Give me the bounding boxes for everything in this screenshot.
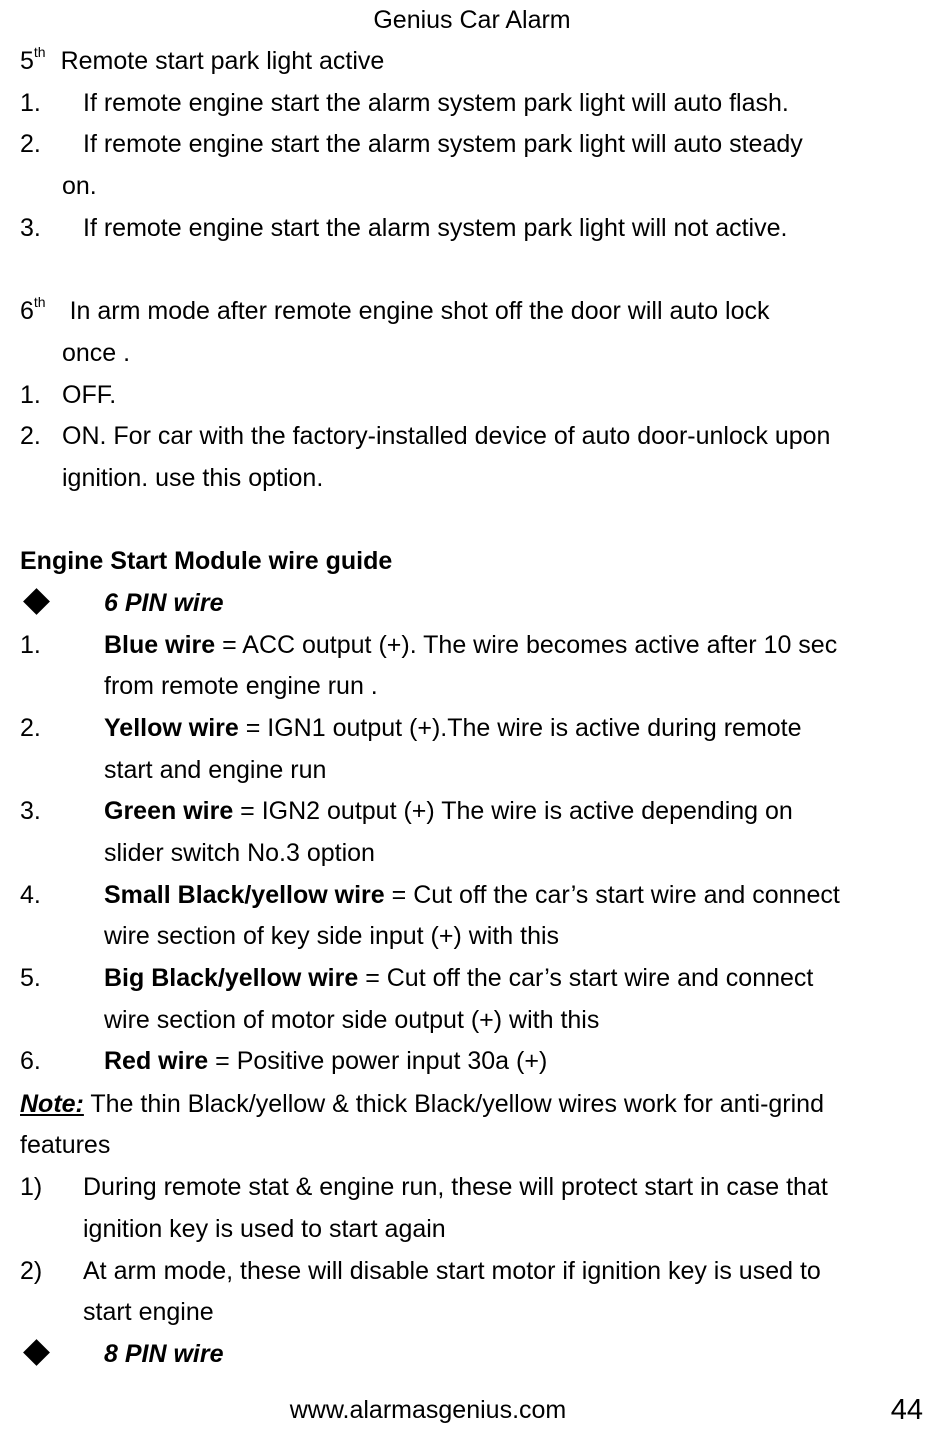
- note-text-cont: features: [20, 1131, 111, 1159]
- section-6-title: [20, 291, 770, 333]
- section-5-title: [20, 41, 384, 83]
- note-item-text-cont: ignition key is used to start again: [83, 1215, 446, 1243]
- note-item-text-cont: start engine: [83, 1298, 214, 1326]
- wire-name: Yellow wire: [104, 714, 239, 742]
- note-text: The thin Black/yellow & thick Black/yellow wires work for anti-grind: [83, 1090, 824, 1118]
- wire-item: [104, 1041, 547, 1083]
- wire-name: Small Black/yellow wire: [104, 881, 385, 909]
- note-item-text: During remote stat & engine run, these will protect start in case that: [83, 1173, 828, 1201]
- section-6-item-text: ON. For car with the factory-installed device of auto door-unlock upon: [62, 422, 831, 450]
- section-5-item-num: 3.: [20, 214, 41, 242]
- wire-desc: = IGN1 output (+).The wire is active during remote: [238, 714, 802, 742]
- wire-item: [104, 708, 802, 750]
- wire-item-num: 2.: [20, 714, 41, 742]
- section-5-title-text: Remote start park light active: [60, 47, 385, 75]
- section-6-ordinal-suffix: th: [33, 293, 46, 310]
- section-6-title-cont: once .: [62, 339, 131, 367]
- guide-heading: Engine Start Module wire guide: [20, 547, 393, 575]
- note-item-num: 1): [20, 1173, 43, 1201]
- wire-name: Green wire: [104, 797, 234, 825]
- wire-item: [104, 625, 837, 667]
- eight-pin-label: 8 PIN wire: [104, 1340, 224, 1368]
- section-5-ordinal-suffix: th: [33, 43, 46, 60]
- footer-url: www.alarmasgenius.com: [289, 1396, 567, 1424]
- diamond-bullet-icon: [23, 588, 50, 615]
- wire-desc: = Cut off the car’s start wire and connect: [384, 881, 840, 909]
- section-6-item-num: 1.: [20, 381, 41, 409]
- wire-desc-cont: start and engine run: [104, 756, 327, 784]
- wire-desc: = Positive power input 30a (+): [208, 1047, 548, 1075]
- section-6-number: 6: [20, 297, 34, 325]
- section-5-item-text: If remote engine start the alarm system park light will auto steady: [83, 130, 803, 158]
- section-5-item-num: 2.: [20, 130, 41, 158]
- wire-item-num: 6.: [20, 1047, 41, 1075]
- wire-item-num: 3.: [20, 797, 41, 825]
- page-header-title: Genius Car Alarm: [373, 6, 571, 34]
- wire-item-num: 1.: [20, 631, 41, 659]
- section-5-item-text: If remote engine start the alarm system park light will not active.: [83, 214, 788, 242]
- wire-item: [104, 875, 840, 917]
- wire-name: Blue wire: [104, 631, 216, 659]
- diamond-bullet-icon: [23, 1339, 50, 1366]
- wire-name: Red wire: [104, 1047, 209, 1075]
- section-6-title-text: In arm mode after remote engine shot off the door will auto lock: [69, 297, 770, 325]
- wire-item: [104, 791, 793, 833]
- section-6-item-num: 2.: [20, 422, 41, 450]
- wire-desc-cont: wire section of key side input (+) with this: [104, 922, 560, 950]
- six-pin-label: 6 PIN wire: [104, 589, 224, 617]
- wire-desc: = Cut off the car’s start wire and connect: [358, 964, 814, 992]
- section-6-item-text: OFF.: [62, 381, 117, 409]
- wire-desc-cont: wire section of motor side output (+) with this: [104, 1006, 600, 1034]
- wire-desc-cont: from remote engine run .: [104, 672, 378, 700]
- section-5-number: 5: [20, 47, 34, 75]
- wire-item-num: 4.: [20, 881, 41, 909]
- wire-item: [104, 958, 813, 1000]
- note-item-text: At arm mode, these will disable start motor if ignition key is used to: [83, 1257, 821, 1285]
- section-5-item-num: 1.: [20, 89, 41, 117]
- wire-name: Big Black/yellow wire: [104, 964, 359, 992]
- note-item-num: 2): [20, 1257, 43, 1285]
- wire-desc: = ACC output (+). The wire becomes active after 10 sec: [215, 631, 838, 659]
- section-5-item-text: If remote engine start the alarm system park light will auto flash.: [83, 89, 789, 117]
- section-5-item-text-cont: on.: [62, 172, 97, 200]
- page-number: 44: [890, 1394, 923, 1426]
- wire-desc-cont: slider switch No.3 option: [104, 839, 375, 867]
- note: [20, 1084, 824, 1126]
- wire-item-num: 5.: [20, 964, 41, 992]
- note-label: Note:: [20, 1090, 84, 1118]
- section-6-item-text-cont: ignition. use this option.: [62, 464, 324, 492]
- wire-desc: = IGN2 output (+) The wire is active depending on: [233, 797, 793, 825]
